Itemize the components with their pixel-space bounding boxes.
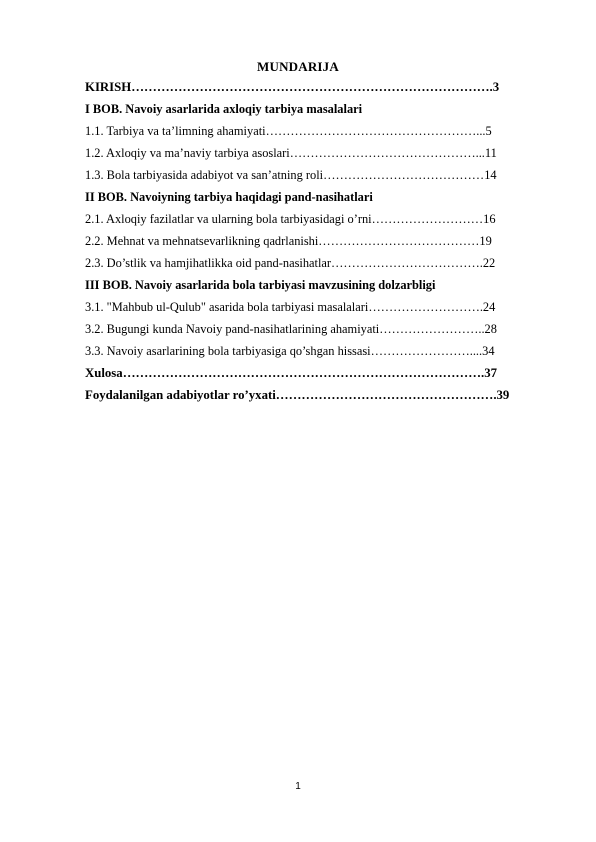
toc-entry-text: Xulosa………………………………………………………………………….37	[85, 366, 497, 380]
toc-entry-text: 3.3. Navoiy asarlarining bola tarbiyasiga qo’shgan hissasi……………………....34	[85, 344, 495, 358]
toc-entry-text: 2.1. Axloqiy fazilatlar va ularning bola tarbiyasidagi o’rni………………………16	[85, 212, 496, 226]
toc-chapter-heading-2	[85, 186, 555, 208]
toc-entry-text: 1.3. Bola tarbiyasida adabiyot va san’atning roli…………………………………14	[85, 168, 497, 182]
toc-entry-text: 3.1. "Mahbub ul-Qulub" asarida bola tarbiyasi masalalari……………………….24	[85, 300, 496, 314]
toc-entry-text: 1.1. Tarbiya va ta’limning ahamiyati……………………………………………...5	[85, 124, 492, 138]
toc-entry-3-1	[85, 296, 555, 318]
toc-heading-text: III BOB. Navoiy asarlarida bola tarbiyasi mavzusining dolzarbligi	[85, 278, 436, 292]
toc-entry-1-2	[85, 142, 555, 164]
toc-entry-text: 3.2. Bugungi kunda Navoiy pand-nasihatlarining ahamiyati……………………..28	[85, 322, 497, 336]
toc-heading-text: II BOB. Navoiyning tarbiya haqidagi pand-nasihatlari	[85, 190, 373, 204]
toc-entry-2-3	[85, 252, 555, 274]
toc-entry-text: 2.2. Mehnat va mehnatsevarlikning qadrlanishi…………………………………19	[85, 234, 492, 248]
page-number: 1	[295, 781, 301, 792]
toc-entry-2-2	[85, 230, 555, 252]
page-title: MUNDARIJA	[257, 59, 339, 74]
toc-entry-2-1	[85, 208, 555, 230]
toc-entry-text: KIRISH………………………………………………………………………….3	[85, 80, 500, 94]
toc-entry-references	[85, 384, 555, 406]
toc-heading-text: I BOB. Navoiy asarlarida axloqiy tarbiya masalalari	[85, 102, 363, 116]
toc-chapter-heading-3	[85, 274, 555, 296]
toc-chapter-heading-1	[85, 98, 555, 120]
toc-entry-text: 1.2. Axloqiy va ma’naviy tarbiya asoslari………………………………………...11	[85, 146, 497, 160]
toc-entry-text: 2.3. Do’stlik va hamjihatlikka oid pand-nasihatlar……………………………….22	[85, 256, 496, 270]
table-of-contents	[85, 76, 555, 406]
toc-entry-text: Foydalanilgan adabiyotlar ro’yxati…………………………………………….39	[85, 388, 510, 402]
toc-entry-3-3	[85, 340, 555, 362]
toc-entry-1-1	[85, 120, 555, 142]
toc-entry-kirish	[85, 76, 555, 98]
toc-entry-xulosa	[85, 362, 555, 384]
toc-entry-1-3	[85, 164, 555, 186]
toc-entry-3-2	[85, 318, 555, 340]
